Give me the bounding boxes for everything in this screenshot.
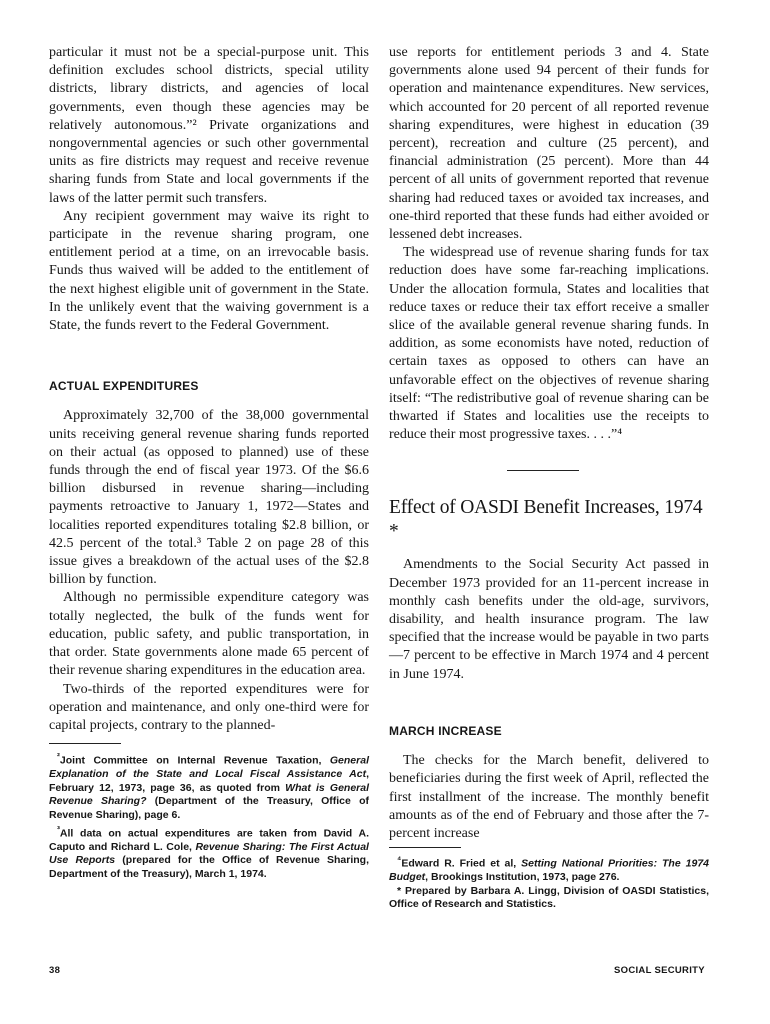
paragraph: Although no permissible expenditure category was totally neglected, the bulk of the funds went for education, public safety, and public transportation, in that order. State governments alone made 65 percent of their revenue sharing expenditures in the education area. [49, 590, 369, 679]
paragraph: The widespread use of revenue sharing funds for tax reduction does have some far-reaching implications. Under the allocation formula, States and localities that reduce taxes or reduce their tax effort receive a smaller slice of the available general revenue sharing funds. In addition, as some economists have noted, reduction of certain taxes as opposed to others can have an unfavorable effect on the objectives of revenue sharing itself: “The redistributive goal of revenue sharing can be thwarted if States and localities use the receipts to reduce their most progressive taxes. . . .”⁴ [389, 245, 709, 443]
right-column [389, 44, 709, 912]
paragraph: Two-thirds of the reported expenditures were for operation and maintenance, and only one-third were for capital projects, contrary to the planned- [49, 681, 369, 733]
section-heading-march-increase: MARCH INCREASE [389, 723, 502, 738]
footnote-4: $^{^4}$Edward R. Fried et al, Setting National Priorities: The 1974 Budget, Brookings Institution, 1973, page 276. [389, 854, 709, 884]
footnote-3: $^{^3}$All data on actual expenditures are taken from David A. Caputo and Richard L. Cole, Revenue Sharing: The First Actual Use Reports (prepared for the Office of Revenue Sharing, Department of the Treasury), March 1, 1974. [49, 823, 369, 880]
footnote-star: * Prepared by Barbara A. Lingg, Division of OASDI Statistics, Office of Research and Statistics. [389, 884, 709, 911]
paragraph: Amendments to the Social Security Act passed in December 1973 provided for an 11-percent increase in monthly cash benefits under the old-age, survivors, disability, and health insurance program. The law specified that the increase would be payable in two parts—7 percent to be effective in March 1974 and 4 percent in June 1974. [389, 557, 709, 682]
journal-name: SOCIAL SECURITY [614, 965, 705, 976]
paragraph: particular it must not be a special-purpose unit. This definition excludes school districts, special utility districts, library districts, and agencies of local governments, even though these agencies may be relatively autonomous.”² Private organizations and nongovernmental agencies or such other governmental units as fire districts may request and receive revenue sharing funds from State and local governments if the laws of the latter permit such transfers. [49, 45, 369, 206]
footnote-2: $^{^2}$Joint Committee on Internal Revenue Taxation, General Explanation of the State and Local Fiscal Assistance Act, February 12, 1973, page 36, as quoted from What is General Revenue Sharing? (Department of the Treasury, Office of Revenue Sharing), page 6. [49, 751, 370, 821]
section-heading-actual-expenditures: ACTUAL EXPENDITURES [49, 379, 199, 394]
page-number: 38 [49, 965, 61, 976]
paragraph: The checks for the March benefit, delivered to beneficiaries during the first week of April, reflected the first installment of the increase. The monthly benefit amounts as of the end of February and those after the 7-percent increase [389, 753, 709, 841]
left-column [49, 44, 369, 881]
paragraph: Approximately 32,700 of the 38,000 governmental units receiving general revenue sharing funds reported on their actual (as opposed to planned) use of these funds through the end of fiscal year 1973. Of the $6.6 billion disbursed in revenue sharing—including payments retroactive to January 1, 1972—States and localities reported expenditures totaling $2.8 billion, or 42.5 percent of the total.³ Table 2 on page 28 of this issue gives a breakdown of the actual uses of the $2.8 billion by function. [49, 408, 369, 588]
paragraph: Any recipient government may waive its right to participate in the revenue sharing program, one entitlement period at a time, on an irrevocable basis. Funds thus waived will be added to the entitlement of the next highest eligible unit of government in the State. In the unlikely event that the waiving government is a State, the funds revert to the Federal Government. [49, 208, 369, 334]
paragraph: use reports for entitlement periods 3 and 4. State governments alone used 94 percent of their funds for operation and maintenance expenditures. New services, which accounted for 20 percent of all reported revenue sharing expenditures, were highest in education (39 percent), recreation and culture (25 percent), and financial administration (25 percent). More than 44 percent of all units of government reported that revenue sharing had reduced taxes or avoided tax increases, and one-third reported that these funds had either avoided or lessened debt increases. [389, 45, 709, 243]
article-title: Effect of OASDI Benefit Increases, 1974 * [389, 497, 703, 543]
